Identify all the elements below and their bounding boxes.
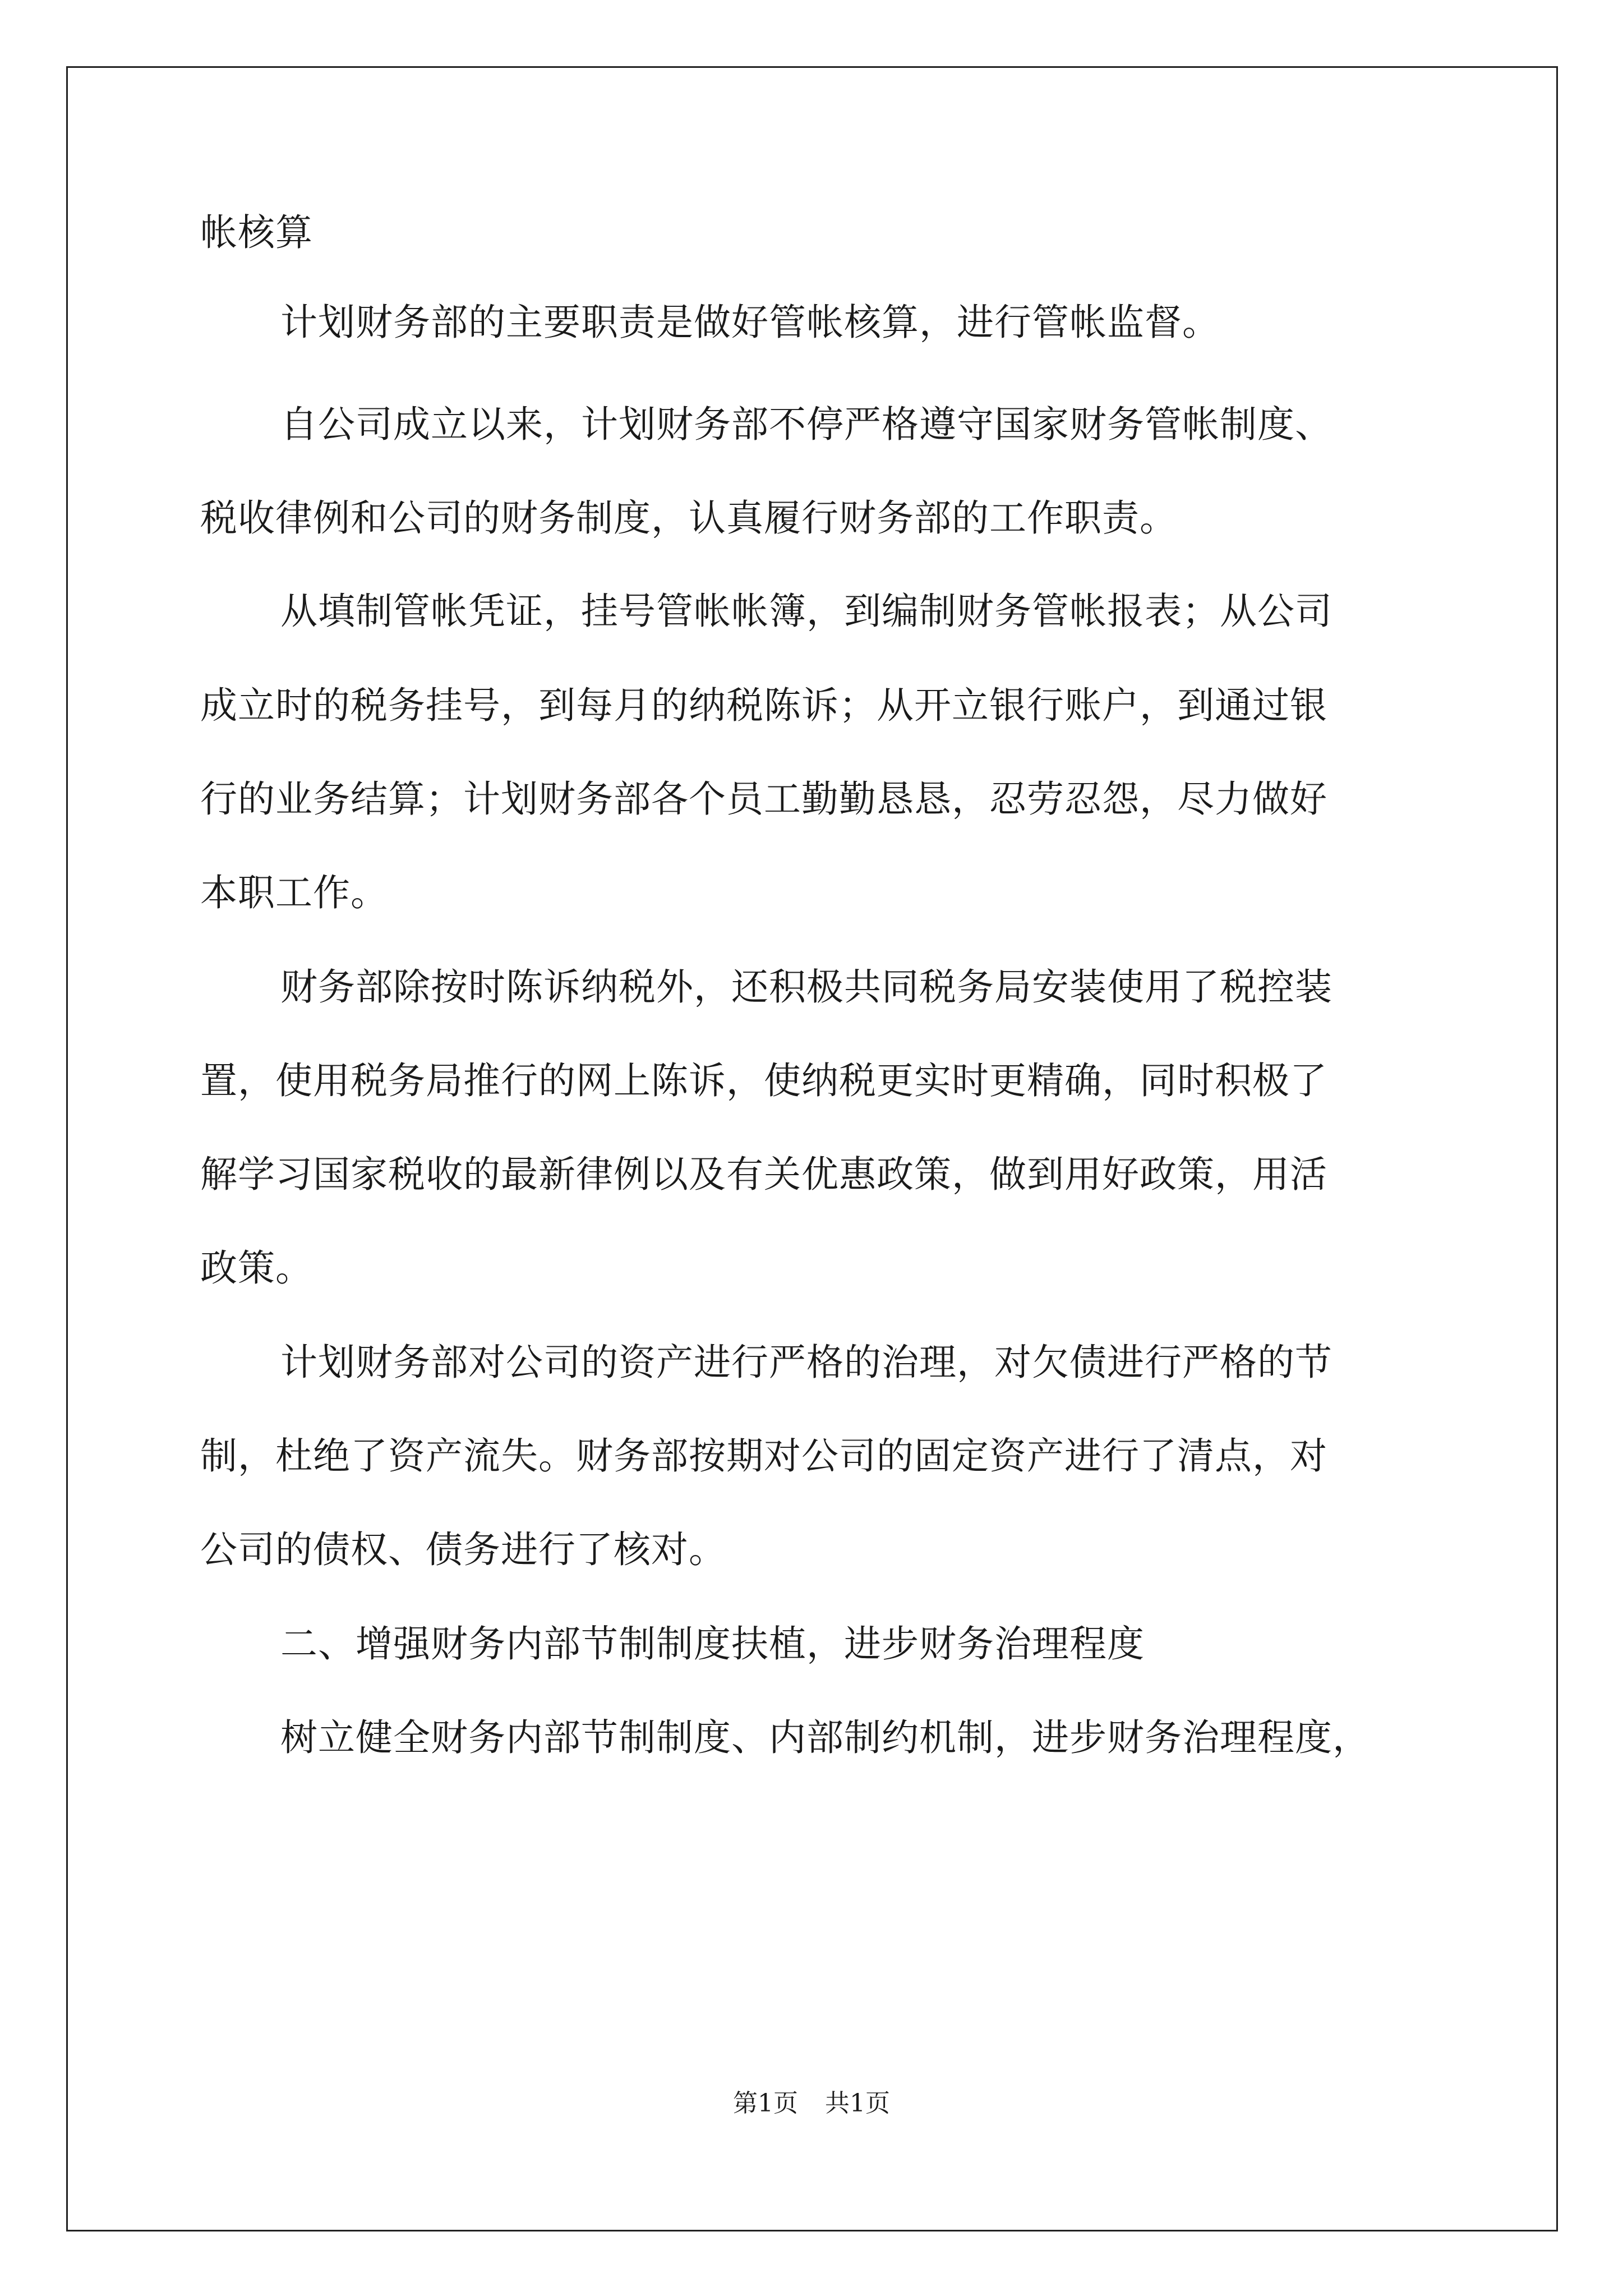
page-number-current: 第1页: [733, 2089, 798, 2118]
text-line: 成立时的税务挂号，到每月的纳税陈诉；从开立银行账户，到通过银: [200, 684, 1327, 727]
text-line: 计划财务部的主要职责是做好管帐核算，进行管帐监督。: [280, 301, 1220, 344]
text-line: 计划财务部对公司的资产进行严格的治理，对欠债进行严格的节: [280, 1341, 1332, 1384]
text-line: 公司的债权、债务进行了核对。: [200, 1528, 726, 1571]
text-line: 财务部除按时陈诉纳税外，还积极共同税务局安装使用了税控装: [280, 965, 1332, 1009]
text-line: 本职工作。: [200, 871, 388, 914]
page-footer: [0, 2087, 1623, 2120]
text-line: 树立健全财务内部节制制度、内部制约机制，进步财务治理程度，: [280, 1716, 1370, 1759]
page-number-total: 共1页: [825, 2089, 890, 2118]
text-line: 行的业务结算；计划财务部各个员工勤勤恳恳，忍劳忍怨，尽力做好: [200, 777, 1327, 821]
text-line: 帐核算: [200, 211, 313, 254]
text-line: 二、增强财务内部节制制度扶植，进步财务治理程度: [280, 1622, 1145, 1665]
text-line: 解学习国家税收的最新律例以及有关优惠政策，做到用好政策，用活: [200, 1153, 1327, 1196]
text-line: 税收律例和公司的财务制度，认真履行财务部的工作职责。: [200, 496, 1177, 540]
text-line: 制，杜绝了资产流失。财务部按期对公司的固定资产进行了清点，对: [200, 1434, 1327, 1478]
text-line: 从填制管帐凭证，挂号管帐帐簿，到编制财务管帐报表；从公司: [280, 590, 1332, 633]
text-line: 置，使用税务局推行的网上陈诉，使纳税更实时更精确，同时积极了: [200, 1059, 1327, 1102]
text-line: 政策。: [200, 1246, 313, 1290]
text-line: 自公司成立以来，计划财务部不停严格遵守国家财务管帐制度、: [280, 403, 1332, 446]
